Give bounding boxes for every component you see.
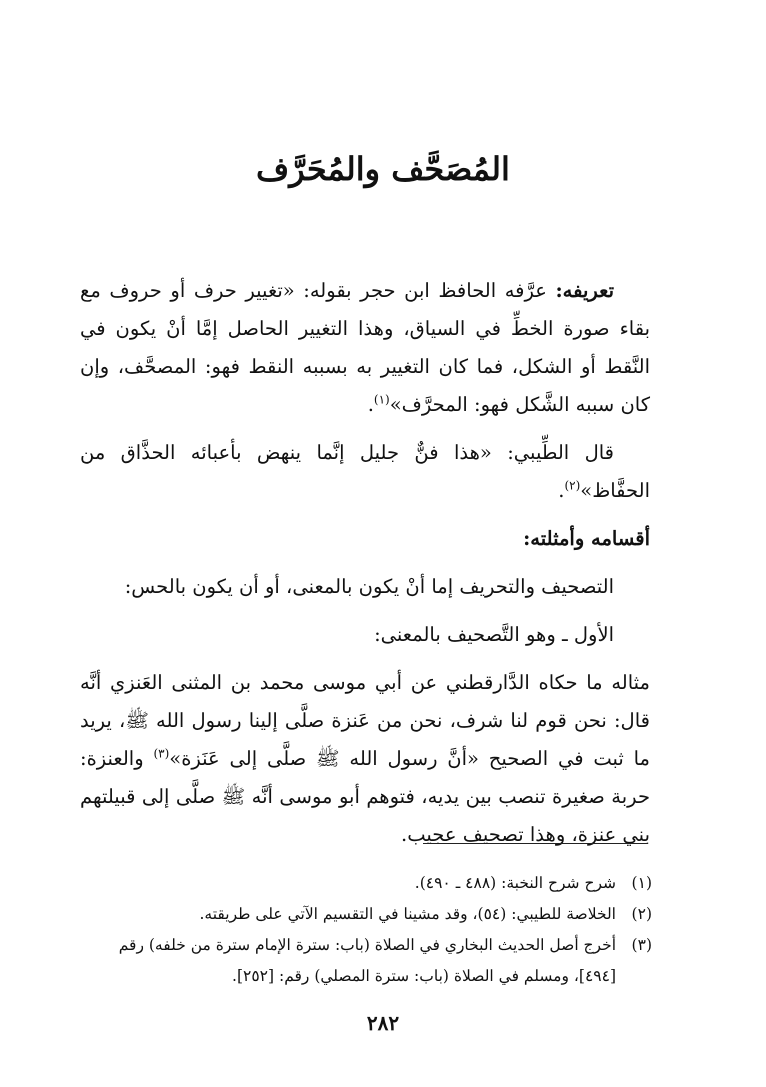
tibi-paragraph <box>80 434 650 510</box>
tibi-text: قال الطِّيبي: «هذا فنٌّ جليل إنَّما ينهض بأعبائه الحذَّاق من الحفَّاظ» <box>80 441 650 502</box>
footnote-item <box>80 899 652 930</box>
example-text-1: مثاله ما حكاه الدَّارقطني عن أبي موسى محمد بن المثنى العَنزي أنَّه قال: نحن قوم لنا شرف، نحن من عَنزة صلَّى إلينا رسول الله ﷺ، يريد ما ثبت في الصحيح «أنَّ رسول الله ﷺ صلَّى إلى عَنَزة» <box>80 671 651 770</box>
first-type-heading: الأول ـ وهو التَّصحيف بالمعنى: <box>374 623 614 646</box>
footnote-ref-1: (١) <box>373 392 390 407</box>
footnote-divider <box>423 843 648 844</box>
division-paragraph: التصحيف والتحريف إما أنْ يكون بالمعنى، أو أن يكون بالحس: <box>124 575 614 598</box>
page-number: ٢٨٢ <box>366 1011 400 1035</box>
footnote-item <box>80 930 652 992</box>
footnote-ref-3: (٣) <box>153 746 170 761</box>
footnote-ref-2: (٢) <box>564 478 581 493</box>
definition-label: تعريفه: <box>555 279 614 302</box>
example-paragraph <box>80 664 650 854</box>
footnote-number: (١) <box>631 874 652 892</box>
main-text <box>80 272 650 864</box>
chapter-title: المُصَحَّف والمُحَرَّف <box>256 150 510 188</box>
footnote-text: الخلاصة للطيبي: (٥٤)، وقد مشينا في التقسيم الآتي على طريقته. <box>199 905 616 923</box>
footnote-item <box>80 868 652 899</box>
footnote-text: شرح شرح النخبة: (٤٨٨ ـ ٤٩٠). <box>414 874 616 892</box>
footnote-number: (٣) <box>631 936 652 954</box>
definition-text: عرَّفه الحافظ ابن حجر بقوله: «تغيير حرف أو حروف مع بقاء صورة الخطِّ في السياق، وهذا التغيير الحاصل إمَّا أنْ يكون في النَّقط أو الشكل، فما كان التغيير به بسببه النقط فهو: المصحَّف، وإن كان سببه الشَّكل فهو: المحرَّف» <box>80 279 650 416</box>
definition-tail: . <box>367 393 374 416</box>
footnote-text: أخرج أصل الحديث البخاري في الصلاة (باب: سترة الإمام سترة من خلفه) رقم [٤٩٤]، ومسلم في الصلاة (باب: سترة المصلي) رقم: [٢٥٢]. <box>118 936 616 985</box>
example-text-2: والعنزة: حربة صغيرة تنصب بين يديه، فتوهم أبو موسى أنَّه ﷺ صلَّى إلى قبيلتهم بني عنزة، وهذا تصحيف عجيب. <box>80 747 650 846</box>
definition-paragraph <box>80 272 650 424</box>
section-heading: أقسامه وأمثلته: <box>523 527 650 550</box>
footnote-number: (٢) <box>631 905 652 923</box>
tibi-tail: . <box>558 479 565 502</box>
footnotes <box>80 868 652 992</box>
